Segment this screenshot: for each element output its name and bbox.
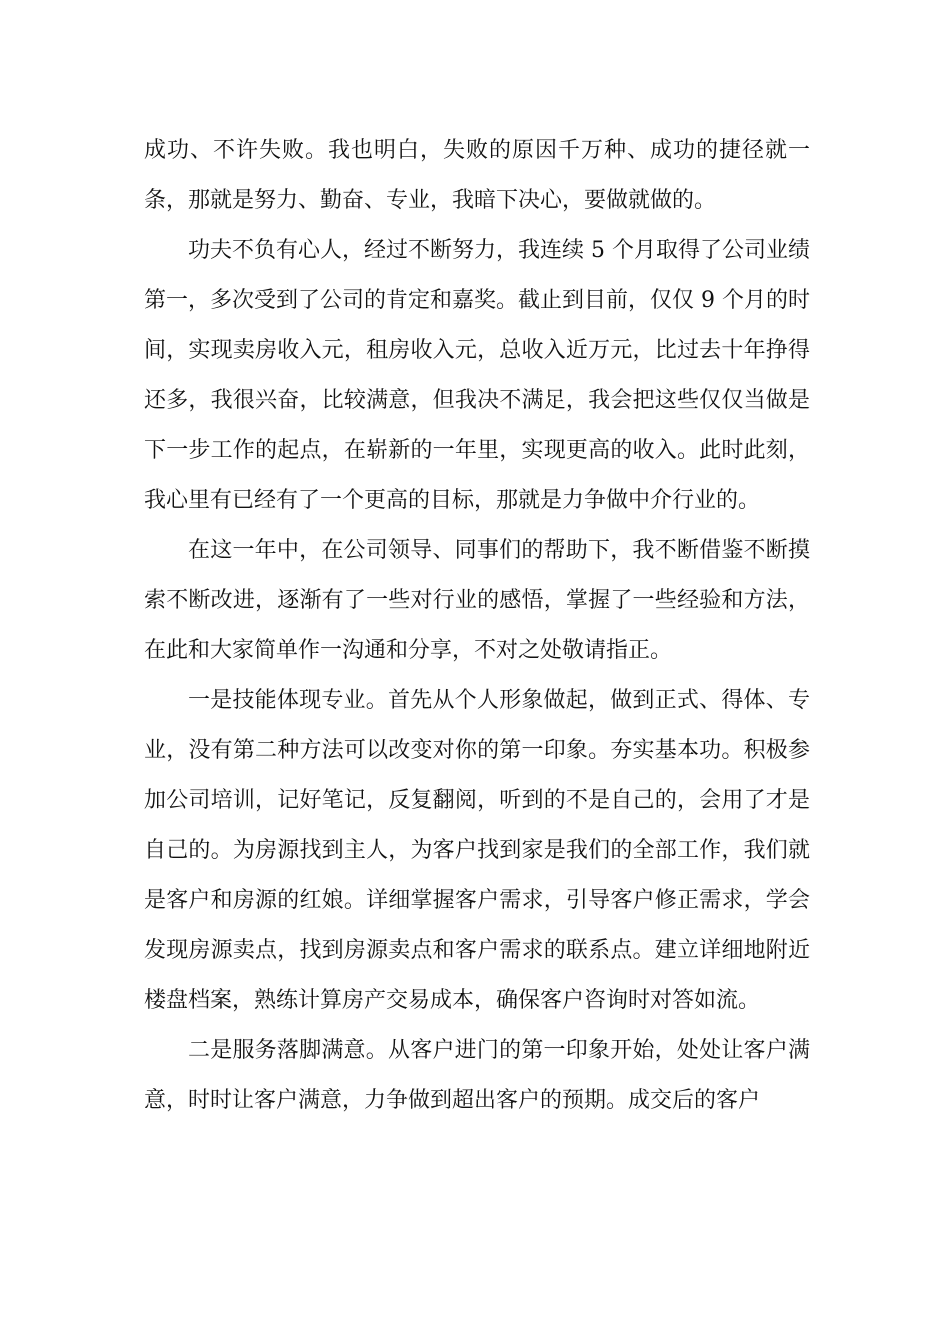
paragraph-experience: 在这一年中，在公司领导、同事们的帮助下，我不断借鉴不断摸索不断改进，逐渐有了一些对行业的感悟，掌握了一些经验和方法，在此和大家简单作一沟通和分享，不对之处敬请指正。 [144,538,810,663]
paragraph-skills: 一是技能体现专业。首先从个人形象做起，做到正式、得体、专业，没有第二种方法可以改变对你的第一印象。夯实基本功。积极参加公司培训，记好笔记，反复翻阅，听到的不是自己的，会用了才是自己的。为房源找到主人，为客户找到家是我们的全部工作，我们就是客户和房源的红娘。详细掌握客户需求，引导客户修正需求，学会发现房源卖点，找到房源卖点和客户需求的联系点。建立详细地附近楼盘档案，熟练计算房产交易成本，确保客户咨询时对答如流。 [144,688,810,1013]
paragraph-service: 二是服务落脚满意。从客户进门的第一印象开始，处处让客户满意，时时让客户满意，力争做到超出客户的预期。成交后的客户 [144,1038,810,1113]
paragraph-results: 功夫不负有心人，经过不断努力，我连续 5 个月取得了公司业绩第一，多次受到了公司的肯定和嘉奖。截止到目前，仅仅 9 个月的时间，实现卖房收入元，租房收入元，总收入近万元，比过去十年挣得还多，我很兴奋，比较满意，但我决不满足，我会把这些仅仅当做是下一步工作的起点，在崭新的一年里，实现更高的收入。此时此刻，我心里有已经有了一个更高的目标，那就是力争做中介行业的。 [144,238,810,513]
paragraph-continued: 成功、不许失败。我也明白，失败的原因千万种、成功的捷径就一条，那就是努力、勤奋、专业，我暗下决心，要做就做的。 [144,138,810,213]
document-body [144,126,810,1126]
